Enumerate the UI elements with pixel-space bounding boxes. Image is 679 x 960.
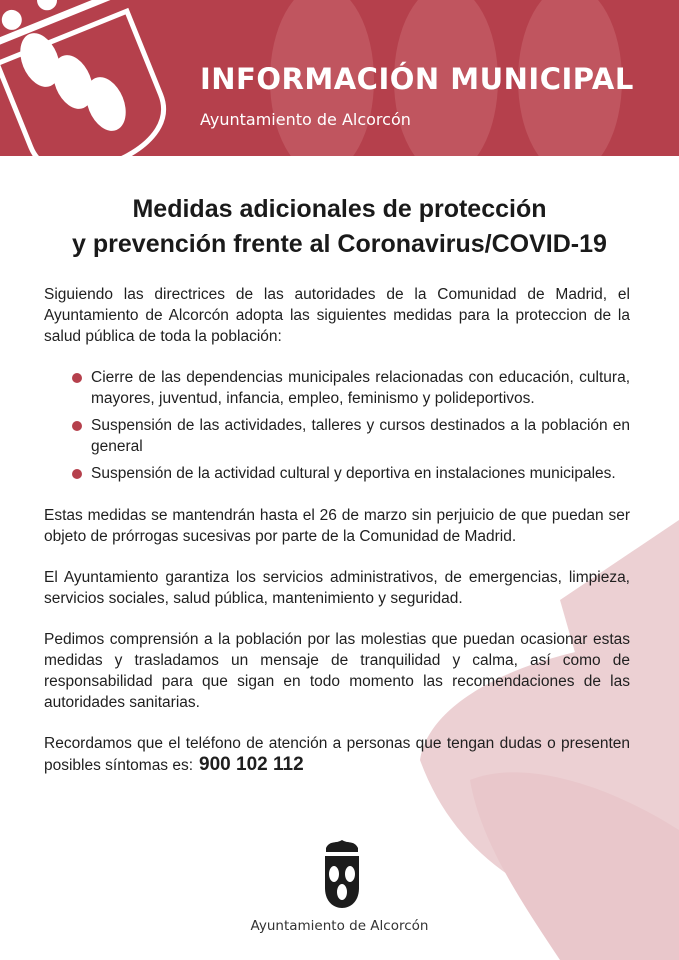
measure-text: Cierre de las dependencias municipales relacionadas con educación, cultura, mayores, juventud, infancia, empleo, feminismo y polideportivos. xyxy=(91,369,630,407)
bullet-icon xyxy=(72,469,82,479)
header-subtitle: Ayuntamiento de Alcorcón xyxy=(200,110,411,129)
coat-of-arms-icon xyxy=(322,838,362,910)
footer-label: Ayuntamiento de Alcorcón xyxy=(250,918,429,934)
coat-of-arms-icon xyxy=(0,0,200,156)
phone-number: 900 102 112 xyxy=(199,754,304,775)
measures-list xyxy=(44,367,630,484)
header-banner xyxy=(0,0,679,156)
page-title xyxy=(0,192,679,262)
list-item xyxy=(44,463,630,484)
request-paragraph: Pedimos comprensión a la población por las molestias que puedan ocasionar estas medidas y trasladamos un mensaje de tranquilidad y calma, así como de responsabilidad para que sigan en todo momento las recomendaciones de las autoridades sanitarias. xyxy=(44,631,630,711)
phone-intro: Recordamos que el teléfono de atención a personas que tengan dudas o presenten posibles síntomas es: xyxy=(44,735,630,774)
page-title-line-2: y prevención frente al Coronavirus/COVID-19 xyxy=(72,230,607,258)
services-paragraph: El Ayuntamiento garantiza los servicios administrativos, de emergencias, limpieza, servicios sociales, salud pública, mantenimiento y seguridad. xyxy=(44,569,630,607)
measure-text: Suspensión de la actividad cultural y deportiva en instalaciones municipales. xyxy=(91,465,616,482)
bullet-icon xyxy=(72,421,82,431)
bullet-icon xyxy=(72,373,82,383)
intro-paragraph: Siguiendo las directrices de las autoridades de la Comunidad de Madrid, el Ayuntamiento de Alcorcón adopta las siguientes medidas para la proteccion de la salud pública de toda la población: xyxy=(44,286,630,345)
duration-paragraph: Estas medidas se mantendrán hasta el 26 de marzo sin perjuicio de que puedan ser objeto de prórrogas sucesivas por parte de la Comunidad de Madrid. xyxy=(44,507,630,545)
header-title: INFORMACIÓN MUNICIPAL xyxy=(200,62,634,96)
page-title-line-1: Medidas adicionales de protección xyxy=(132,195,547,223)
list-item xyxy=(44,367,630,409)
phone-paragraph xyxy=(44,733,630,776)
measure-text: Suspensión de las actividades, talleres y cursos destinados a la población en general xyxy=(91,417,630,455)
main-content xyxy=(44,284,630,796)
list-item xyxy=(44,415,630,457)
